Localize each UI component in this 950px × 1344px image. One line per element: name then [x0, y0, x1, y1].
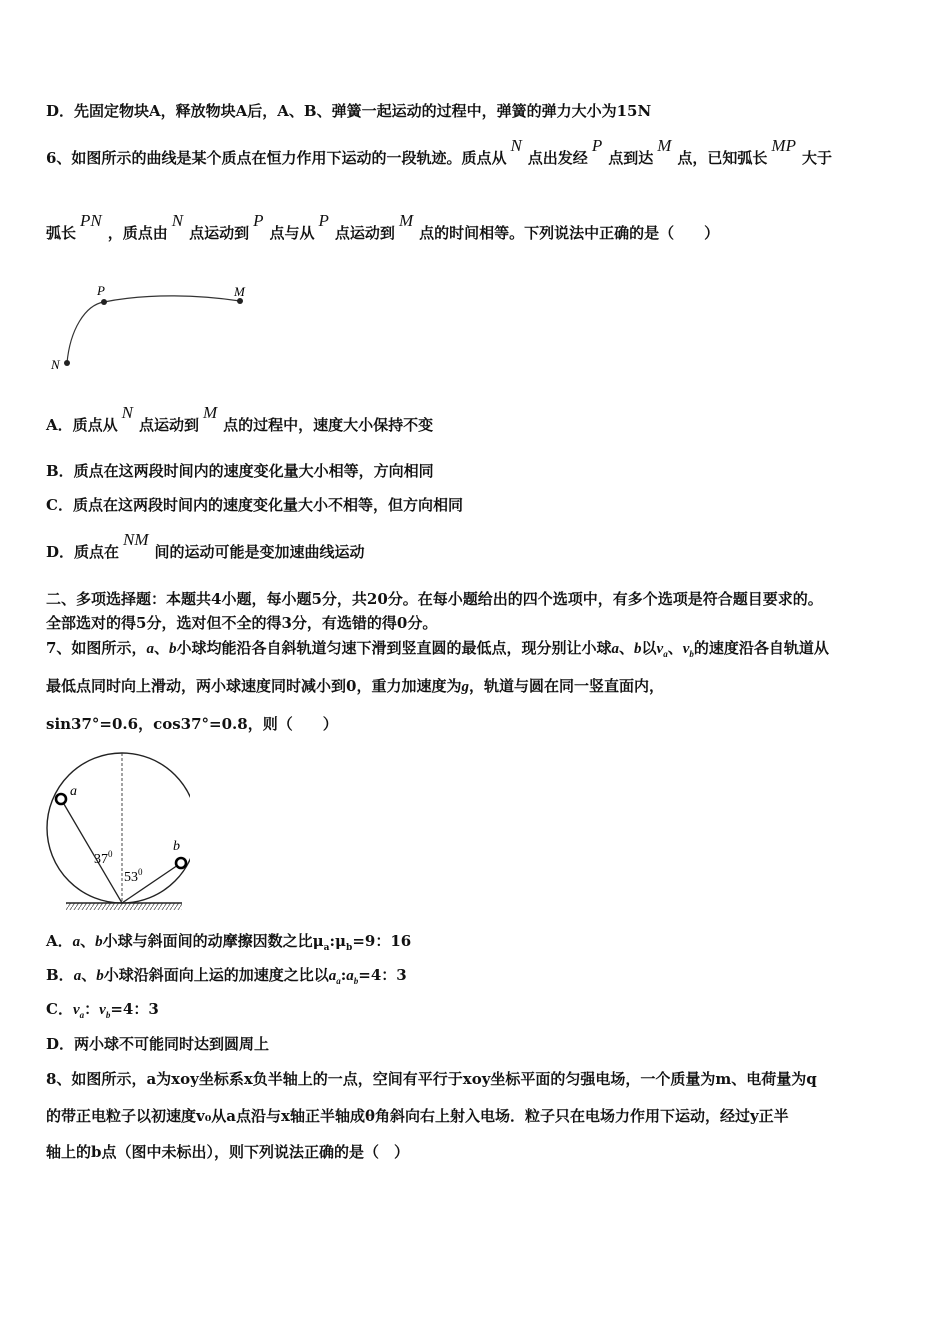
q6-option-b: B．质点在这两段时间内的速度变化量大小相等，方向相同	[46, 462, 434, 480]
q7-stem-line3: sin37°=0.6，cos37°=0.8，则（ ）	[46, 715, 338, 733]
q6-trajectory-figure	[40, 275, 270, 385]
q6-stem-line2: 弧长PN，质点由N点运动到P点与从P点运动到M点的时间相等。下列说法中正确的是（ ）	[46, 211, 720, 242]
q6-option-d: D．质点在NM间的运动可能是变加速曲线运动	[46, 530, 365, 561]
q7-option-c: C．$v_a$：$v_b=4$：3	[46, 1000, 159, 1020]
trajectory-curve	[67, 296, 240, 363]
q6-option-a: A．质点从N点运动到M点的过程中，速度大小保持不变	[46, 403, 434, 434]
point-p	[101, 299, 107, 305]
label-n: N	[51, 357, 60, 372]
vertical-circle	[47, 753, 190, 903]
point-n	[64, 360, 70, 366]
ball-a	[56, 794, 66, 804]
q7-circle-figure	[40, 745, 190, 915]
q7-stem-line2: 最低点同时向上滑动，两小球速度同时减小到0，重力加速度为g，轨道与圆在同一竖直面内，	[46, 677, 664, 695]
ball-b	[176, 858, 186, 868]
angle-37-label: $37^0$	[94, 849, 113, 867]
q8-stem-line1: 8、如图所示，a为xoy坐标系x负半轴上的一点，空间有平行于xoy坐标平面的匀强电场，一个质量为m、电荷量为q	[46, 1070, 817, 1088]
label-b: b	[173, 839, 180, 854]
q7-stem-line1: 7、如图所示，a、b小球均能沿各自斜轨道匀速下滑到竖直圆的最低点，现分别让小球a、b以$v_a$、$v_b$的速度沿各自轨道从	[46, 639, 829, 659]
q7-option-d: D．两小球不可能同时达到圆周上	[46, 1035, 270, 1053]
q7-option-a: A．a、b小球与斜面间的动摩擦因数之比$\mu_a:\mu_b=9$：16	[46, 932, 412, 953]
section2-note: 全部选对的得5分，选对但不全的得3分，有选错的得0分。	[46, 614, 438, 632]
label-a: a	[70, 784, 77, 799]
q6-option-c: C．质点在这两段时间内的速度变化量大小不相等，但方向相同	[46, 496, 463, 514]
q8-stem-line2: 的带正电粒子以初速度v₀从a点沿与x轴正半轴成θ角斜向右上射入电场．粒子只在电场力作用下运动，经过y正半	[46, 1107, 789, 1125]
q7-option-b: B．a、b小球沿斜面向上运的加速度之比以$a_a:a_b=4$：3	[46, 966, 407, 986]
q8-stem-line3: 轴上的b点（图中未标出），则下列说法正确的是（ ）	[46, 1143, 409, 1161]
label-m: M	[234, 284, 245, 299]
ground-hatch	[66, 903, 182, 910]
section2-heading: 二、多项选择题：本题共4小题，每小题5分，共20分。在每小题给出的四个选项中，有多个选项是符合题目要求的。	[46, 590, 823, 608]
q6-stem-line1: 6、如图所示的曲线是某个质点在恒力作用下运动的一段轨迹。质点从N点出发经P点到达M点，已知弧长MP大于	[46, 136, 832, 167]
q5-option-d: D．先固定物块A，释放物块A后，A、B、弹簧一起运动的过程中，弹簧的弹力大小为15N	[46, 102, 652, 120]
label-p: P	[97, 283, 105, 298]
angle-53-label: $53^0$	[124, 867, 143, 885]
incline-a	[61, 799, 122, 903]
